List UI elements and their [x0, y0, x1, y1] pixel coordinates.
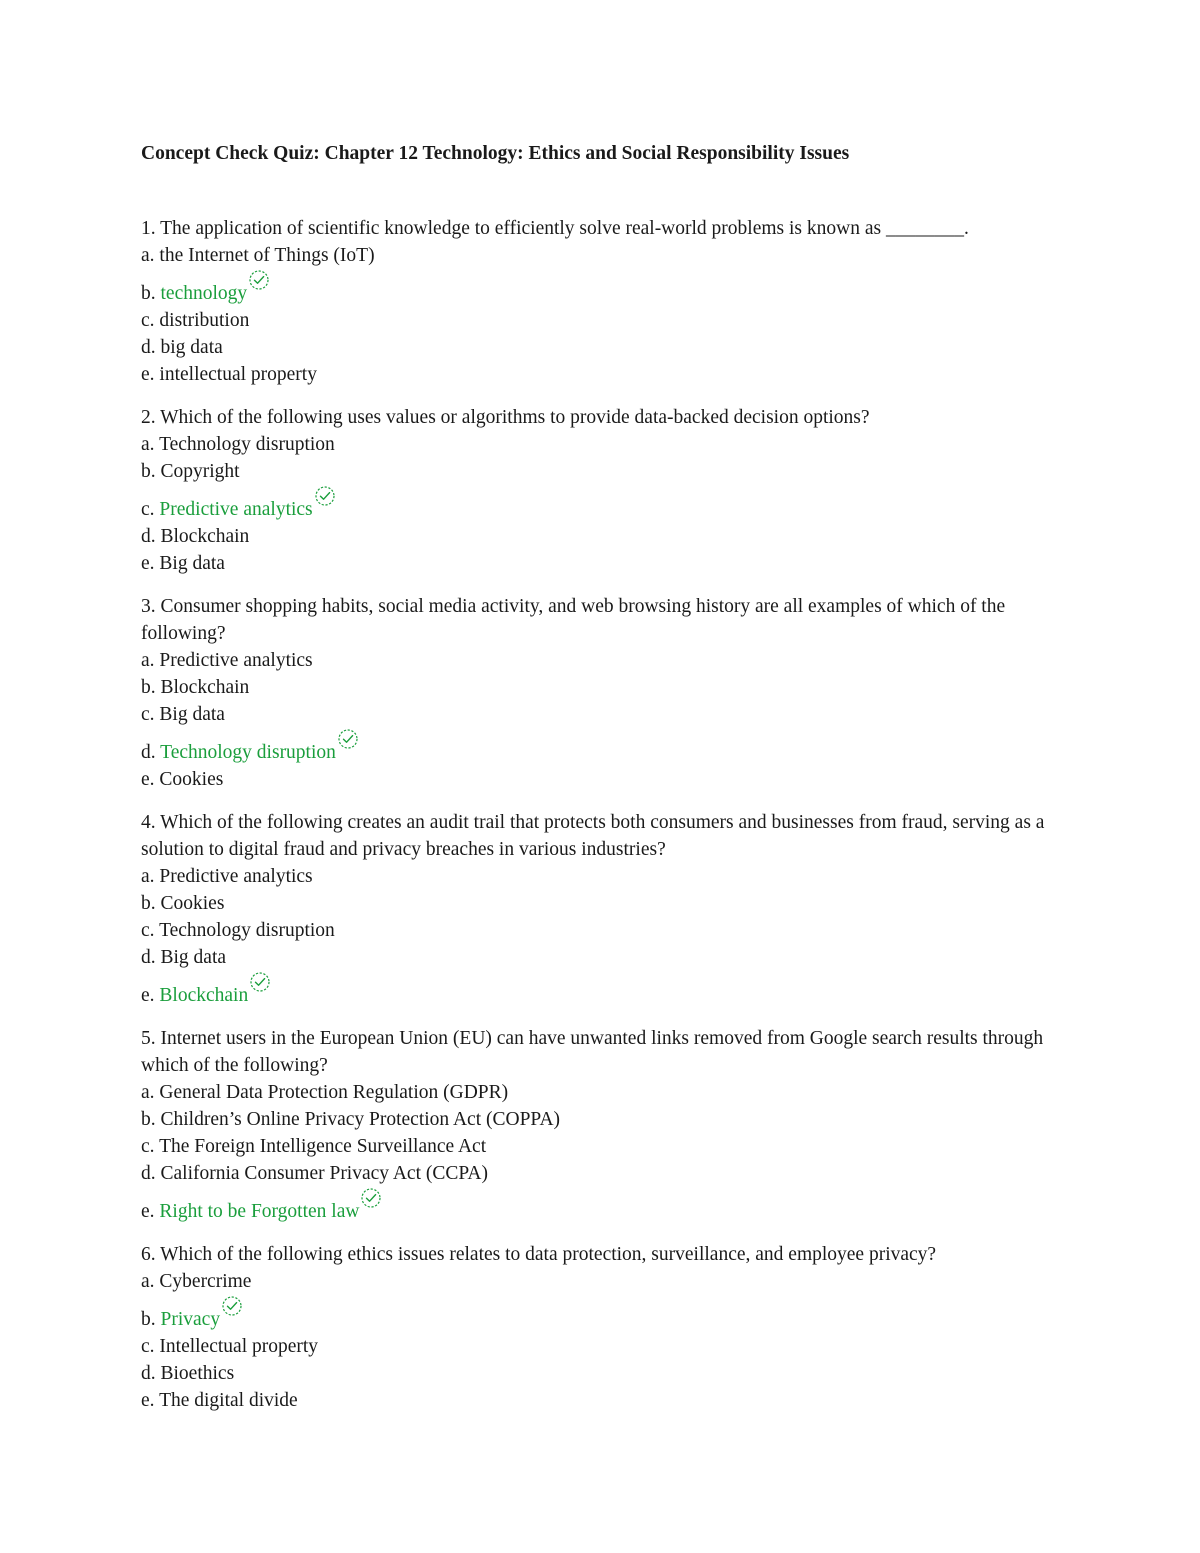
option-letter: e. — [141, 1390, 155, 1411]
question-text: 3. Consumer shopping habits, social media activity, and web browsing history are all examples of which of the following? — [141, 596, 1006, 644]
option-e-correct — [141, 1187, 1081, 1225]
option-letter: e. — [141, 1201, 155, 1222]
question-6 — [141, 1241, 1081, 1414]
option-e — [141, 550, 1081, 577]
quiz-questions — [141, 215, 1081, 1414]
option-text: intellectual property — [159, 364, 317, 385]
option-letter: e. — [141, 364, 155, 385]
option-letter: a. — [141, 866, 155, 887]
option-letter: b. — [141, 283, 156, 304]
option-text: big data — [160, 337, 223, 358]
question-2 — [141, 404, 1081, 577]
option-letter: a. — [141, 1271, 155, 1292]
option-d — [141, 523, 1081, 550]
option-letter: d. — [141, 337, 156, 358]
option-text: Cookies — [159, 769, 224, 790]
option-e — [141, 1387, 1081, 1414]
option-c — [141, 917, 1081, 944]
option-text: Big data — [160, 947, 227, 968]
checkmark-circle-icon — [249, 971, 271, 993]
checkmark-circle-icon — [360, 1187, 382, 1209]
option-e — [141, 766, 1081, 793]
option-text: Cookies — [160, 893, 225, 914]
option-letter: b. — [141, 677, 156, 698]
option-letter: d. — [141, 526, 156, 547]
option-letter: e. — [141, 769, 155, 790]
option-letter: e. — [141, 553, 155, 574]
document-title: Concept Check Quiz: Chapter 12 Technology: Ethics and Social Responsibility Issues — [141, 143, 850, 164]
option-text: Children’s Online Privacy Protection Act (COPPA) — [160, 1109, 561, 1130]
option-text: Privacy — [160, 1309, 221, 1330]
option-d — [141, 944, 1081, 971]
option-letter: c. — [141, 499, 155, 520]
option-c-correct — [141, 485, 1081, 523]
option-letter: d. — [141, 1363, 156, 1384]
option-b — [141, 458, 1081, 485]
question-5 — [141, 1025, 1081, 1225]
option-d — [141, 1360, 1081, 1387]
checkmark-circle-icon — [248, 269, 270, 291]
option-text: Bioethics — [160, 1363, 235, 1384]
option-letter: a. — [141, 434, 155, 455]
option-text: Predictive analytics — [159, 866, 313, 887]
option-a — [141, 242, 1081, 269]
option-letter: d. — [141, 947, 156, 968]
checkmark-circle-icon — [221, 1295, 243, 1317]
option-letter: a. — [141, 245, 155, 266]
question-4 — [141, 809, 1081, 1009]
option-letter: c. — [141, 1336, 155, 1357]
option-letter: d. — [141, 1163, 156, 1184]
option-letter: d. — [141, 742, 156, 763]
option-a — [141, 647, 1081, 674]
question-text: 6. Which of the following ethics issues relates to data protection, surveillance, and employee privacy? — [141, 1244, 937, 1265]
option-letter: c. — [141, 704, 155, 725]
option-a — [141, 1268, 1081, 1295]
option-text: Big data — [159, 704, 225, 725]
option-b-correct — [141, 1295, 1081, 1333]
option-text: technology — [160, 283, 248, 304]
option-text: Cybercrime — [159, 1271, 252, 1292]
option-e — [141, 361, 1081, 388]
option-letter: c. — [141, 1136, 155, 1157]
option-text: General Data Protection Regulation (GDPR) — [159, 1082, 509, 1103]
option-a — [141, 863, 1081, 890]
question-text: 5. Internet users in the European Union (EU) can have unwanted links removed from Google search results through which of the following? — [141, 1028, 1044, 1076]
option-text: Blockchain — [160, 526, 250, 547]
option-letter: b. — [141, 461, 156, 482]
option-text: California Consumer Privacy Act (CCPA) — [160, 1163, 489, 1184]
option-letter: b. — [141, 1109, 156, 1130]
option-a — [141, 431, 1081, 458]
option-text: Technology disruption — [159, 434, 335, 455]
option-c — [141, 1333, 1081, 1360]
option-c — [141, 1133, 1081, 1160]
option-letter: e. — [141, 985, 155, 1006]
option-text: Blockchain — [160, 677, 250, 698]
document-page — [141, 140, 1081, 1430]
option-text: Copyright — [160, 461, 240, 482]
option-text: Technology disruption — [159, 920, 335, 941]
checkmark-circle-icon — [337, 728, 359, 750]
option-letter: c. — [141, 920, 155, 941]
option-letter: a. — [141, 1082, 155, 1103]
question-text: 1. The application of scientific knowledge to efficiently solve real-world problems is known as ________. — [141, 218, 969, 239]
question-1 — [141, 215, 1081, 388]
option-b — [141, 890, 1081, 917]
option-text: the Internet of Things (IoT) — [159, 245, 375, 266]
option-d — [141, 334, 1081, 361]
option-letter: b. — [141, 1309, 156, 1330]
option-letter: a. — [141, 650, 155, 671]
option-c — [141, 307, 1081, 334]
option-b — [141, 1106, 1081, 1133]
option-text: The digital divide — [159, 1390, 298, 1411]
option-letter: b. — [141, 893, 156, 914]
option-text: Big data — [159, 553, 225, 574]
option-a — [141, 1079, 1081, 1106]
option-text: Right to be Forgotten law — [159, 1201, 360, 1222]
option-d-correct — [141, 728, 1081, 766]
option-d — [141, 1160, 1081, 1187]
option-text: Predictive analytics — [159, 499, 313, 520]
question-text: 2. Which of the following uses values or algorithms to provide data-backed decision options? — [141, 407, 870, 428]
option-c — [141, 701, 1081, 728]
option-text: The Foreign Intelligence Surveillance Act — [159, 1136, 487, 1157]
option-b — [141, 674, 1081, 701]
option-text: Technology disruption — [160, 742, 336, 763]
option-b-correct — [141, 269, 1081, 307]
question-text: 4. Which of the following creates an audit trail that protects both consumers and businesses from fraud, serving as a solution to digital fraud and privacy breaches in various industries? — [141, 812, 1045, 860]
option-letter: c. — [141, 310, 155, 331]
option-text: Predictive analytics — [159, 650, 313, 671]
option-text: distribution — [159, 310, 250, 331]
option-text: Blockchain — [159, 985, 249, 1006]
checkmark-circle-icon — [314, 485, 336, 507]
option-text: Intellectual property — [159, 1336, 319, 1357]
option-e-correct — [141, 971, 1081, 1009]
question-3 — [141, 593, 1081, 793]
